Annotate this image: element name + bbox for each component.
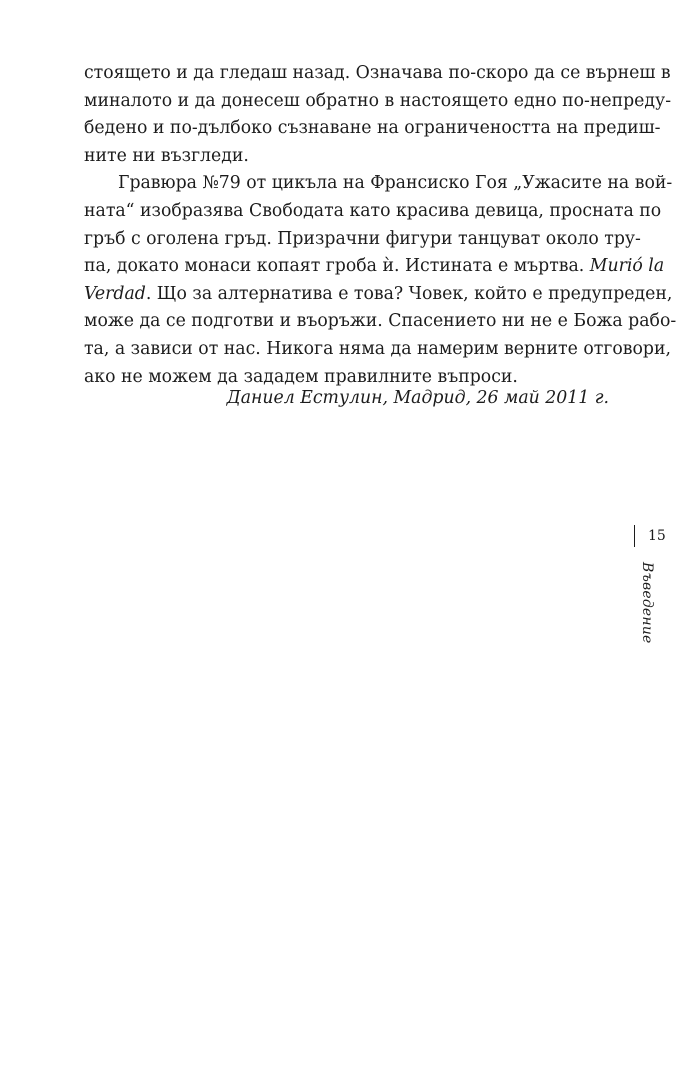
folio (634, 524, 666, 548)
text-line: та, а зависи от нас. Никога няма да намерим верните отговори, (84, 338, 671, 359)
text-line: миналото и да донесеш обратно в настоящето едно по-непреду- (84, 90, 672, 111)
author-signature: Даниел Естулин, Мадрид, 26 май 2011 г. (226, 388, 609, 408)
page-number: 15 (648, 528, 666, 544)
text-line: ната“ изобразява Свободата като красива девица, просната по (84, 200, 662, 221)
italic-phrase: Verdad (84, 283, 146, 304)
text-segment: па, докато монаси копаят гроба ѝ. Истината е мъртва. (84, 256, 585, 277)
folio-divider (634, 525, 635, 547)
body-text (84, 60, 677, 391)
text-line: ните ни възгледи. (84, 145, 249, 166)
text-line: Гравюра №79 от цикъла на Франсиско Гоя „Ужасите на вой- (118, 173, 673, 194)
text-line: бедено и по-дълбоко съзнаване на ограничеността на предиш- (84, 118, 661, 139)
italic-phrase: Murió la (589, 256, 665, 277)
text-line: гръб с оголена гръд. Призрачни фигури танцуват около тру- (84, 228, 641, 249)
text-line: стоящето и да гледаш назад. Означава по-скоро да се върнеш в (84, 63, 671, 83)
text-line: може да се подготви и въоръжи. Спасението ни не е Божа рабо- (84, 311, 677, 332)
text-line: ако не можем да зададем правилните въпроси. (84, 366, 518, 387)
text-line-mixed (84, 253, 665, 281)
text-line-mixed (84, 281, 673, 309)
text-segment: . Що за алтернатива е това? Човек, който е предупреден, (145, 283, 673, 304)
running-head: Въведение (639, 562, 655, 644)
